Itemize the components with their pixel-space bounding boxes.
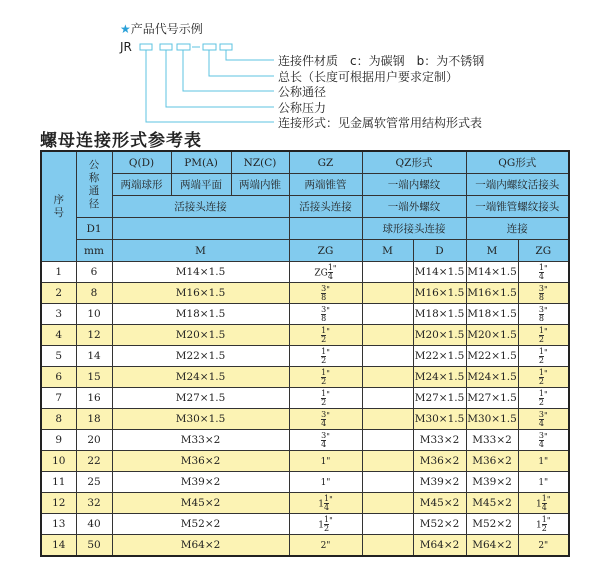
qg-zg-cell bbox=[518, 451, 569, 472]
qg-zg-cell bbox=[518, 409, 569, 430]
qz-m-cell bbox=[362, 493, 413, 514]
numerator: 3 bbox=[321, 430, 327, 440]
m-cell: M45×2 bbox=[112, 493, 289, 514]
qg-m-cell: M27×1.5 bbox=[466, 388, 518, 409]
header-nominal: 公称通径 bbox=[76, 151, 112, 218]
qg-zg-cell bbox=[518, 535, 569, 557]
nominal-cell: 6 bbox=[76, 262, 112, 283]
qz-d-cell: M18×1.5 bbox=[413, 304, 466, 325]
zg-whole: 1" bbox=[538, 457, 549, 467]
seq-cell: 8 bbox=[41, 409, 76, 430]
numerator: 1 bbox=[321, 346, 327, 356]
table-row bbox=[41, 283, 569, 304]
connector-line bbox=[183, 50, 274, 91]
connector-line bbox=[209, 50, 274, 76]
denominator: 2 bbox=[321, 334, 327, 344]
nut-connection-table bbox=[40, 150, 570, 557]
zg-cell bbox=[289, 262, 362, 283]
nominal-cell: 32 bbox=[76, 493, 112, 514]
denominator: 4 bbox=[538, 418, 544, 428]
nominal-cell: 25 bbox=[76, 472, 112, 493]
numerator: 1 bbox=[538, 262, 544, 272]
qg-m-cell: M52×2 bbox=[466, 514, 518, 535]
denominator: 4 bbox=[538, 439, 544, 449]
inch-mark: " bbox=[326, 389, 330, 399]
seq-cell: 6 bbox=[41, 367, 76, 388]
qg-zg-cell bbox=[518, 388, 569, 409]
header-qg-zg: ZG bbox=[518, 240, 569, 262]
m-cell: M30×1.5 bbox=[112, 409, 289, 430]
inch-mark: " bbox=[326, 305, 330, 315]
table-row bbox=[41, 514, 569, 535]
nominal-cell: 16 bbox=[76, 388, 112, 409]
inch-mark: " bbox=[543, 431, 548, 441]
qg-m-cell: M39×2 bbox=[466, 472, 518, 493]
inch-mark: " bbox=[326, 431, 330, 441]
zg-cell bbox=[289, 283, 362, 304]
qg-m-cell: M18×1.5 bbox=[466, 304, 518, 325]
m-cell: M18×1.5 bbox=[112, 304, 289, 325]
nominal-cell: 10 bbox=[76, 304, 112, 325]
numerator: 1 bbox=[327, 262, 333, 272]
table-row bbox=[41, 388, 569, 409]
m-cell: M24×1.5 bbox=[112, 367, 289, 388]
denominator: 4 bbox=[321, 418, 327, 428]
nominal-cell: 20 bbox=[76, 430, 112, 451]
seq-cell: 13 bbox=[41, 514, 76, 535]
qz-d-cell: M30×1.5 bbox=[413, 409, 466, 430]
m-cell: M36×2 bbox=[112, 451, 289, 472]
legend-material: 连接件材质 c：为碳钢 b：为不锈钢 bbox=[278, 54, 485, 68]
m-cell: M16×1.5 bbox=[112, 283, 289, 304]
zg-cell bbox=[289, 388, 362, 409]
header-empty bbox=[289, 218, 362, 240]
legend-diameter: 公称通径 bbox=[278, 85, 327, 99]
seq-cell: 5 bbox=[41, 346, 76, 367]
zg-whole: 2" bbox=[538, 541, 549, 551]
star-icon: ★ bbox=[120, 22, 131, 36]
header-qg-conn3: 连接 bbox=[466, 218, 569, 240]
inch-mark: " bbox=[332, 263, 337, 273]
qz-d-cell: M36×2 bbox=[413, 451, 466, 472]
seq-cell: 11 bbox=[41, 472, 76, 493]
qz-m-cell bbox=[362, 514, 413, 535]
qz-m-cell bbox=[362, 430, 413, 451]
header-gz-conn: 活接头连接 bbox=[289, 196, 362, 218]
nominal-cell: 15 bbox=[76, 367, 112, 388]
table-row bbox=[41, 472, 569, 493]
qg-m-cell: M24×1.5 bbox=[466, 367, 518, 388]
m-cell: M20×1.5 bbox=[112, 325, 289, 346]
numerator: 1 bbox=[541, 514, 547, 524]
denominator: 2 bbox=[538, 376, 544, 386]
zg-whole: 1" bbox=[320, 457, 331, 467]
header-qz-desc: 一端内螺纹 bbox=[362, 174, 466, 196]
numerator: 1 bbox=[538, 346, 544, 356]
qz-m-cell bbox=[362, 409, 413, 430]
nominal-cell: 12 bbox=[76, 325, 112, 346]
denominator: 2 bbox=[538, 334, 544, 344]
header-gz-desc: 两端锥管 bbox=[289, 174, 362, 196]
qz-d-cell: M20×1.5 bbox=[413, 325, 466, 346]
zg-cell bbox=[289, 346, 362, 367]
denominator: 2 bbox=[321, 397, 327, 407]
header-qg-desc: 一端内螺纹活接头 bbox=[466, 174, 569, 196]
seq-cell: 4 bbox=[41, 325, 76, 346]
header-pm-desc: 两端平面 bbox=[171, 174, 231, 196]
header-qg-m: M bbox=[466, 240, 518, 262]
inch-mark: " bbox=[543, 389, 548, 399]
qg-zg-cell bbox=[518, 304, 569, 325]
qg-zg-cell bbox=[518, 346, 569, 367]
inch-mark: " bbox=[329, 494, 333, 504]
numerator: 1 bbox=[538, 325, 544, 335]
table-row bbox=[41, 346, 569, 367]
denominator: 2 bbox=[538, 397, 544, 407]
zg-whole: 1" bbox=[320, 478, 331, 488]
table-title: 螺母连接形式参考表 bbox=[40, 131, 202, 151]
numerator: 1 bbox=[321, 367, 327, 377]
inch-mark: " bbox=[326, 326, 330, 336]
qz-d-cell: M45×2 bbox=[413, 493, 466, 514]
header-qg-conn2: 一端锥管螺纹接头 bbox=[466, 196, 569, 218]
zg-cell bbox=[289, 304, 362, 325]
inch-mark: " bbox=[543, 305, 548, 315]
header-qz-conn3: 球形接头连接 bbox=[362, 218, 466, 240]
table-row bbox=[41, 535, 569, 557]
numerator: 1 bbox=[321, 325, 327, 335]
seq-cell: 2 bbox=[41, 283, 76, 304]
denominator: 4 bbox=[538, 271, 544, 281]
m-cell: M39×2 bbox=[112, 472, 289, 493]
inch-mark: " bbox=[546, 515, 551, 525]
denominator: 4 bbox=[541, 502, 547, 512]
qz-m-cell bbox=[362, 262, 413, 283]
qz-m-cell bbox=[362, 283, 413, 304]
qz-m-cell bbox=[362, 472, 413, 493]
m-cell: M27×1.5 bbox=[112, 388, 289, 409]
zg-cell bbox=[289, 514, 362, 535]
qg-zg-cell bbox=[518, 283, 569, 304]
code-box bbox=[177, 44, 190, 50]
header-qz-d: D bbox=[413, 240, 466, 262]
zg-cell bbox=[289, 451, 362, 472]
header-qg: QG形式 bbox=[466, 151, 569, 174]
qz-d-cell: M52×2 bbox=[413, 514, 466, 535]
numerator: 3 bbox=[538, 283, 544, 293]
inch-mark: " bbox=[329, 515, 333, 525]
inch-mark: " bbox=[543, 263, 548, 273]
denominator: 4 bbox=[323, 502, 330, 512]
inch-mark: " bbox=[326, 347, 330, 357]
table-row bbox=[41, 325, 569, 346]
header-zg: ZG bbox=[289, 240, 362, 262]
qz-m-cell bbox=[362, 451, 413, 472]
denominator: 2 bbox=[541, 523, 547, 533]
qg-zg-cell bbox=[518, 367, 569, 388]
zg-cell bbox=[289, 367, 362, 388]
nominal-cell: 50 bbox=[76, 535, 112, 557]
qz-m-cell bbox=[362, 367, 413, 388]
qz-m-cell bbox=[362, 388, 413, 409]
inch-mark: " bbox=[546, 494, 551, 504]
connector-line bbox=[146, 50, 274, 122]
qg-m-cell: M33×2 bbox=[466, 430, 518, 451]
seq-cell: 12 bbox=[41, 493, 76, 514]
nominal-cell: 22 bbox=[76, 451, 112, 472]
inch-mark: " bbox=[543, 368, 548, 378]
qz-m-cell bbox=[362, 304, 413, 325]
numerator: 1 bbox=[321, 388, 327, 398]
denominator: 4 bbox=[321, 439, 327, 449]
inch-mark: " bbox=[543, 410, 548, 420]
code-box bbox=[140, 44, 152, 50]
legend-connection: 连接形式：见金属软管常用结构形式表 bbox=[278, 116, 483, 130]
denominator: 8 bbox=[321, 292, 327, 302]
denominator: 2 bbox=[321, 355, 327, 365]
qz-m-cell bbox=[362, 535, 413, 557]
denominator: 8 bbox=[321, 313, 327, 323]
qz-d-cell: M39×2 bbox=[413, 472, 466, 493]
denominator: 2 bbox=[538, 355, 544, 365]
numerator: 1 bbox=[323, 493, 330, 503]
header-qz: QZ形式 bbox=[362, 151, 466, 174]
m-cell: M52×2 bbox=[112, 514, 289, 535]
numerator: 3 bbox=[321, 409, 327, 419]
inch-mark: " bbox=[543, 326, 548, 336]
table-row bbox=[41, 409, 569, 430]
denominator: 8 bbox=[538, 313, 544, 323]
header-qz-conn2: 一端外螺纹 bbox=[362, 196, 466, 218]
header-nz-desc: 两端内锥 bbox=[231, 174, 289, 196]
inch-mark: " bbox=[543, 284, 548, 294]
qg-m-cell: M45×2 bbox=[466, 493, 518, 514]
inch-mark: " bbox=[326, 284, 330, 294]
numerator: 1 bbox=[541, 493, 547, 503]
header-qd: Q(D) bbox=[112, 151, 171, 174]
qg-zg-cell bbox=[518, 262, 569, 283]
table-row bbox=[41, 493, 569, 514]
zg-cell bbox=[289, 493, 362, 514]
inch-mark: " bbox=[326, 410, 330, 420]
zg-cell bbox=[289, 409, 362, 430]
seq-cell: 10 bbox=[41, 451, 76, 472]
numerator: 1 bbox=[323, 514, 330, 524]
denominator: 2 bbox=[321, 376, 327, 386]
code-prefix: JR bbox=[120, 40, 132, 54]
table-row bbox=[41, 304, 569, 325]
qg-m-cell: M64×2 bbox=[466, 535, 518, 557]
inch-mark: " bbox=[326, 368, 330, 378]
m-cell: M64×2 bbox=[112, 535, 289, 557]
nominal-cell: 40 bbox=[76, 514, 112, 535]
denominator: 8 bbox=[538, 292, 544, 302]
numerator: 3 bbox=[538, 409, 544, 419]
qz-d-cell: M33×2 bbox=[413, 430, 466, 451]
qz-m-cell bbox=[362, 346, 413, 367]
qz-d-cell: M24×1.5 bbox=[413, 367, 466, 388]
qz-d-cell: M27×1.5 bbox=[413, 388, 466, 409]
zg-whole: 2" bbox=[320, 541, 331, 551]
zg-whole: 1 bbox=[318, 499, 324, 509]
header-m: M bbox=[112, 240, 289, 262]
numerator: 1 bbox=[538, 388, 544, 398]
code-box bbox=[160, 44, 172, 50]
zg-whole: 1 bbox=[535, 520, 542, 530]
m-cell: M22×1.5 bbox=[112, 346, 289, 367]
qg-m-cell: M20×1.5 bbox=[466, 325, 518, 346]
zg-whole: 1 bbox=[535, 499, 542, 509]
zg-cell bbox=[289, 325, 362, 346]
qz-d-cell: M22×1.5 bbox=[413, 346, 466, 367]
numerator: 3 bbox=[538, 430, 544, 440]
header-gz: GZ bbox=[289, 151, 362, 174]
qg-zg-cell bbox=[518, 514, 569, 535]
seq-cell: 3 bbox=[41, 304, 76, 325]
qg-m-cell: M36×2 bbox=[466, 451, 518, 472]
header-nz: NZ(C) bbox=[231, 151, 289, 174]
qg-m-cell: M14×1.5 bbox=[466, 262, 518, 283]
zg-whole: 1 bbox=[318, 520, 324, 530]
nominal-cell: 18 bbox=[76, 409, 112, 430]
legend-heading: ★产品代号示例 bbox=[120, 22, 203, 36]
seq-cell: 9 bbox=[41, 430, 76, 451]
qg-m-cell: M30×1.5 bbox=[466, 409, 518, 430]
seq-cell: 7 bbox=[41, 388, 76, 409]
m-cell: M33×2 bbox=[112, 430, 289, 451]
header-pm: PM(A) bbox=[171, 151, 231, 174]
header-qd-desc: 两端球形 bbox=[112, 174, 171, 196]
seq-cell: 14 bbox=[41, 535, 76, 557]
zg-cell bbox=[289, 472, 362, 493]
qg-m-cell: M22×1.5 bbox=[466, 346, 518, 367]
qz-d-cell: M64×2 bbox=[413, 535, 466, 557]
table-row bbox=[41, 262, 569, 283]
legend-pressure: 公称压力 bbox=[278, 101, 327, 115]
numerator: 3 bbox=[321, 283, 327, 293]
legend-length: 总长（长度可根据用户要求定制） bbox=[278, 70, 459, 84]
denominator: 4 bbox=[327, 271, 333, 281]
m-cell: M14×1.5 bbox=[112, 262, 289, 283]
zg-whole: 1" bbox=[538, 478, 549, 488]
qg-zg-cell bbox=[518, 493, 569, 514]
inch-mark: " bbox=[543, 347, 548, 357]
connector-line bbox=[226, 50, 274, 60]
header-seq: 序号 bbox=[41, 151, 76, 262]
table-row bbox=[41, 367, 569, 388]
numerator: 1 bbox=[538, 367, 544, 377]
table-row bbox=[41, 430, 569, 451]
qg-m-cell: M16×1.5 bbox=[466, 283, 518, 304]
zg-prefix: ZG bbox=[314, 268, 328, 278]
qz-m-cell bbox=[362, 325, 413, 346]
zg-cell bbox=[289, 430, 362, 451]
numerator: 3 bbox=[538, 304, 544, 314]
nominal-cell: 8 bbox=[76, 283, 112, 304]
qz-d-cell: M14×1.5 bbox=[413, 262, 466, 283]
connector-line bbox=[166, 50, 274, 107]
header-d1: D1 bbox=[76, 218, 112, 240]
qz-d-cell: M16×1.5 bbox=[413, 283, 466, 304]
code-box bbox=[203, 44, 216, 50]
qg-zg-cell bbox=[518, 325, 569, 346]
header-mm: mm bbox=[76, 240, 112, 262]
header-qz-m: M bbox=[362, 240, 413, 262]
qg-zg-cell bbox=[518, 472, 569, 493]
nominal-cell: 14 bbox=[76, 346, 112, 367]
seq-cell: 1 bbox=[41, 262, 76, 283]
header-union-conn: 活接头连接 bbox=[112, 196, 289, 218]
numerator: 3 bbox=[321, 304, 327, 314]
zg-cell bbox=[289, 535, 362, 557]
header-empty bbox=[112, 218, 289, 240]
table-row bbox=[41, 451, 569, 472]
qg-zg-cell bbox=[518, 430, 569, 451]
denominator: 2 bbox=[323, 523, 330, 533]
code-box bbox=[220, 44, 232, 50]
